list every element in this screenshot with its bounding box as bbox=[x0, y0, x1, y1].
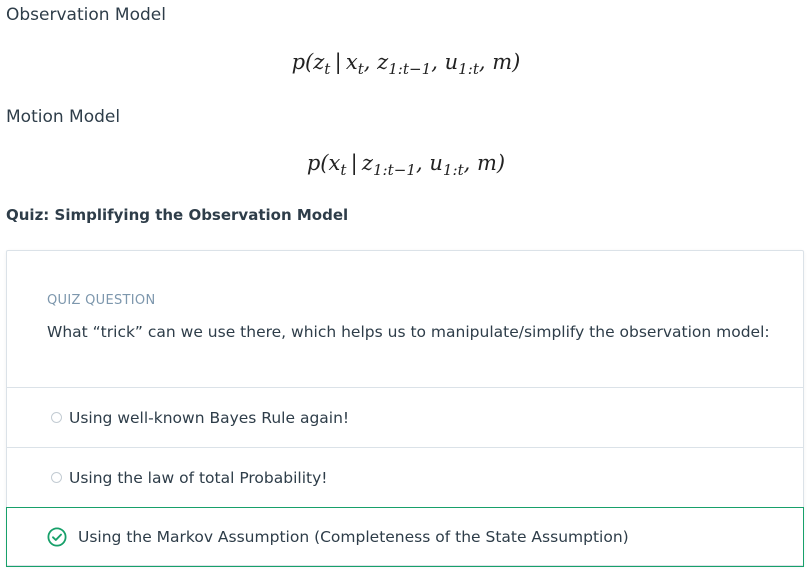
radio-unselected-icon[interactable] bbox=[51, 472, 62, 483]
quiz-title: Quiz: Simplifying the Observation Model bbox=[6, 206, 349, 224]
motion-model-formula: $p(x_t$ | $z_{1:t-1}$, $u_{1:t}$, m) bbox=[306, 151, 506, 180]
quiz-option-label: Using the Markov Assumption (Completeness of the State Assumption) bbox=[78, 528, 629, 546]
observation-model-heading: Observation Model bbox=[6, 5, 166, 25]
observation-model-formula: $p(z_t$ | $x_t$, $z_{1:t-1}$, $u_{1:t}$, m) bbox=[291, 50, 521, 79]
quiz-card bbox=[6, 250, 804, 566]
quiz-question-prompt: What “trick” can we use there, which helps us to manipulate/simplify the observation model: bbox=[47, 323, 770, 341]
check-circle-icon bbox=[47, 527, 67, 547]
quiz-option-label: Using the law of total Probability! bbox=[69, 468, 328, 487]
radio-unselected-icon[interactable] bbox=[51, 412, 62, 423]
quiz-option-total-probability[interactable] bbox=[7, 447, 803, 507]
quiz-option-markov-assumption[interactable] bbox=[6, 507, 804, 567]
motion-model-heading: Motion Model bbox=[6, 107, 121, 127]
quiz-option-label: Using well-known Bayes Rule again! bbox=[69, 408, 350, 427]
quiz-option-bayes-rule[interactable] bbox=[7, 387, 803, 447]
quiz-question-label: QUIZ QUESTION bbox=[47, 293, 156, 308]
